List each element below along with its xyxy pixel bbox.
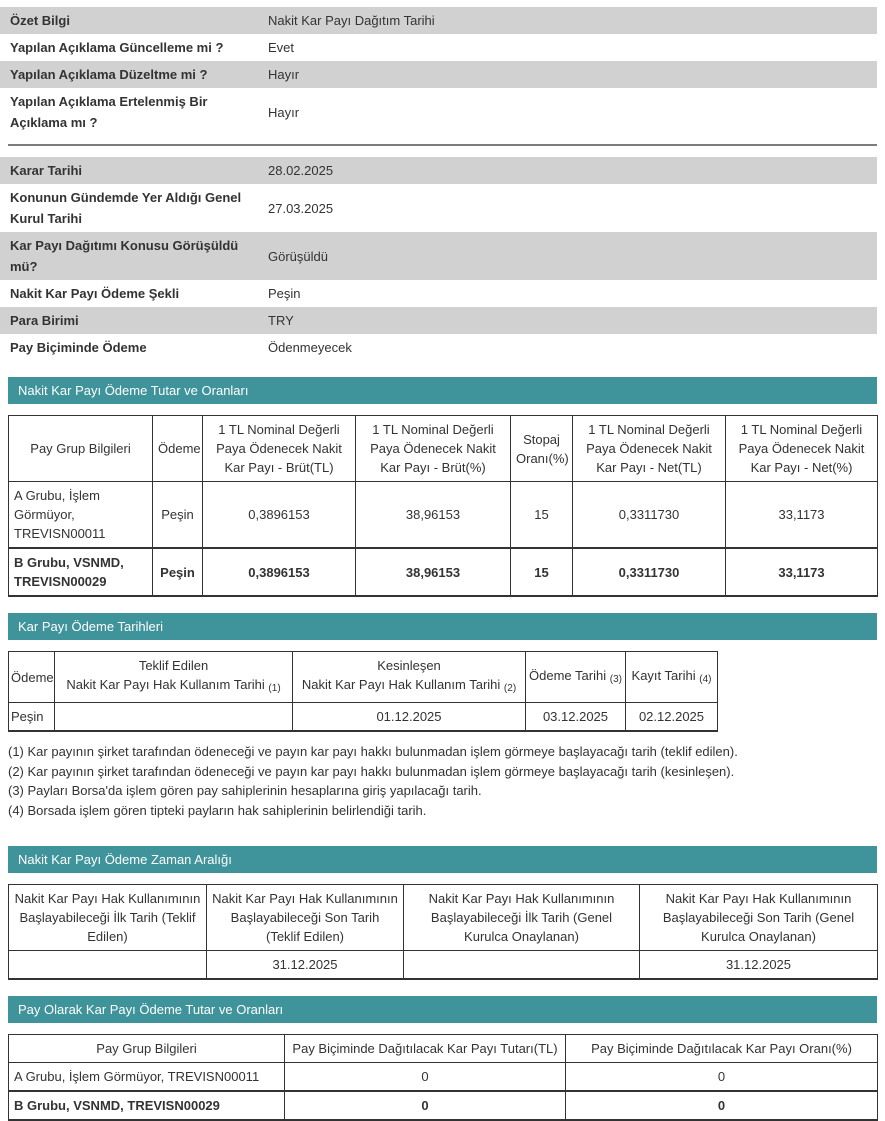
info-label: Yapılan Açıklama Ertelenmiş Bir Açıklama mı ? [10,94,208,130]
record-date-cell: 02.12.2025 [626,703,718,732]
column-header: Kayıt Tarihi $_{(4)}$ [626,652,718,703]
info-label: Kar Payı Dağıtımı Konusu Görüşüldü mü? [10,238,239,274]
window-date-cell: 31.12.2025 [640,951,878,980]
table-header-row [9,652,718,703]
info-label: Para Birimi [10,313,79,328]
section-title-stock-dividend: Pay Olarak Kar Payı Ödeme Tutar ve Oranları [8,996,877,1023]
info-label: Konunun Gündemde Yer Aldığı Genel Kurul Tarihi [10,190,242,226]
info-value: Hayır [268,67,300,82]
stock-amount-cell: 0 [285,1091,566,1120]
info-row [0,34,877,61]
stock-ratio-cell: 0 [566,1063,878,1092]
stock-dividend-table [8,1034,878,1121]
footnote-ref: (4) [699,673,712,685]
info-row [0,232,877,280]
column-header: Ödeme [9,652,55,703]
footnote-ref: (1) [268,683,281,694]
withholding-cell: 15 [511,482,573,549]
table-row [9,703,718,732]
table-row [9,951,878,980]
section-divider [8,144,877,146]
table-row [9,548,878,596]
payment-type-cell: Peşin [153,482,203,549]
proposed-date-cell [55,703,293,732]
decision-section [0,157,885,361]
column-header: Pay Grup Bilgileri [9,1035,285,1063]
table-header-row [9,1035,878,1063]
header-line: Kesinleşen [377,658,441,673]
payment-dates-table [8,651,718,732]
column-header: 1 TL Nominal Değerli Paya Ödenecek Nakit Kar Payı - Brüt(TL) [203,416,356,482]
payment-type-cell: Peşin [9,703,55,732]
info-row [0,88,877,136]
column-header: 1 TL Nominal Değerli Paya Ödenecek Nakit Kar Payı - Brüt(%) [356,416,511,482]
info-value: Ödenmeyecek [268,340,352,355]
info-label: Pay Biçiminde Ödeme [10,340,147,355]
header-line: Nakit Kar Payı Hak Kullanım Tarihi $_{(2)}$ [301,677,517,694]
column-header: Nakit Kar Payı Hak Kullanımının Başlayabileceği İlk Tarih (Genel Kurulca Onaylanan) [404,885,640,951]
gross-tl-cell: 0,3896153 [203,548,356,596]
info-label: Özet Bilgi [10,13,70,28]
table-row [9,1063,878,1092]
footnote: (1) Kar payının şirket tarafından ödeneceği ve payın kar payı hakkı bulunmadan işlem görmeye başlayacağı tarih (teklif edilen). [8,744,738,759]
share-group-cell: A Grubu, İşlem Görmüyor, TREVISN00011 [9,482,153,549]
info-value: Hayır [268,104,300,120]
share-group-cell: B Grubu, VSNMD, TREVISN00029 [9,548,153,596]
stock-amount-cell: 0 [285,1063,566,1092]
footnote-ref: (3) [609,673,622,685]
column-header: Pay Grup Bilgileri [9,416,153,482]
stock-ratio-cell: 0 [566,1091,878,1120]
withholding-cell: 15 [511,548,573,596]
gross-tl-cell: 0,3896153 [203,482,356,549]
info-row [0,7,877,34]
info-row [0,334,877,361]
info-row [0,61,877,88]
table-header-row [9,416,878,482]
footnote: (4) Borsada işlem gören tipteki payların hak sahiplerinin belirlendiği tarih. [8,802,427,818]
share-group-cell: B Grubu, VSNMD, TREVISN00029 [9,1091,285,1120]
payment-window-table [8,884,878,980]
table-header-row [9,885,878,951]
header-line: Nakit Kar Payı Hak Kullanım Tarihi $_{(1)}$ [66,677,281,694]
column-header: Pay Biçiminde Dağıtılacak Kar Payı Oranı(%) [566,1035,878,1063]
header-line: Teklif Edilen [138,658,209,673]
final-date-cell: 01.12.2025 [293,703,526,732]
info-row [0,184,877,232]
net-pct-cell: 33,1173 [726,548,878,596]
footnote-ref: (2) [503,683,517,694]
section-title-payment-dates: Kar Payı Ödeme Tarihleri [8,613,877,640]
column-header [55,652,293,703]
column-header: Nakit Kar Payı Hak Kullanımının Başlayabileceği Son Tarih (Teklif Edilen) [207,885,404,951]
info-value: Nakit Kar Payı Dağıtım Tarihi [268,13,435,28]
net-tl-cell: 0,3311730 [573,548,726,596]
info-value: TRY [268,313,294,328]
info-row [0,157,877,184]
summary-section [0,7,885,136]
gross-pct-cell: 38,96153 [356,548,511,596]
info-value: Peşin [268,286,301,301]
info-label: Yapılan Açıklama Güncelleme mi ? [10,40,224,55]
info-value: Görüşüldü [268,248,328,264]
footnotes [8,742,885,820]
net-pct-cell: 33,1173 [726,482,878,549]
table-row [9,482,878,549]
share-group-cell: A Grubu, İşlem Görmüyor, TREVISN00011 [9,1063,285,1092]
gross-pct-cell: 38,96153 [356,482,511,549]
disclosure-page [0,7,885,1121]
info-value: 27.03.2025 [268,200,334,216]
cash-dividend-table [8,415,878,597]
column-header: Nakit Kar Payı Hak Kullanımının Başlayabileceği İlk Tarih (Teklif Edilen) [9,885,207,951]
info-label: Nakit Kar Payı Ödeme Şekli [10,286,180,301]
section-title-payment-window: Nakit Kar Payı Ödeme Zaman Aralığı [8,846,877,873]
payment-type-cell: Peşin [153,548,203,596]
window-date-cell [9,951,207,980]
column-header: 1 TL Nominal Değerli Paya Ödenecek Nakit Kar Payı - Net(%) [726,416,878,482]
column-header [293,652,526,703]
net-tl-cell: 0,3311730 [573,482,726,549]
info-value: 28.02.2025 [268,163,334,178]
payment-date-cell: 03.12.2025 [526,703,626,732]
column-header: 1 TL Nominal Değerli Paya Ödenecek Nakit Kar Payı - Net(TL) [573,416,726,482]
column-header: Ödeme [153,416,203,482]
section-title-cash-dividend: Nakit Kar Payı Ödeme Tutar ve Oranları [8,377,877,404]
table-row [9,1091,878,1120]
footnote: (2) Kar payının şirket tarafından ödeneceği ve payın kar payı hakkı bulunmadan işlem görmeye başlayacağı tarih (kesinleşen). [8,763,735,779]
footnote: (3) Payları Borsa'da işlem gören pay sahiplerinin hesaplarına giriş yapılacağı tarih. [8,783,482,798]
column-header: Ödeme Tarihi $_{(3)}$ [526,652,626,703]
column-header: Nakit Kar Payı Hak Kullanımının Başlayabileceği Son Tarih (Genel Kurulca Onaylanan) [640,885,878,951]
info-value: Evet [268,40,295,55]
info-row [0,280,877,307]
window-date-cell [404,951,640,980]
column-header: Stopaj Oranı(%) [511,416,573,482]
info-label: Yapılan Açıklama Düzeltme mi ? [10,67,208,82]
column-header: Pay Biçiminde Dağıtılacak Kar Payı Tutarı(TL) [285,1035,566,1063]
window-date-cell: 31.12.2025 [207,951,404,980]
info-label: Karar Tarihi [10,163,83,178]
info-row [0,307,877,334]
